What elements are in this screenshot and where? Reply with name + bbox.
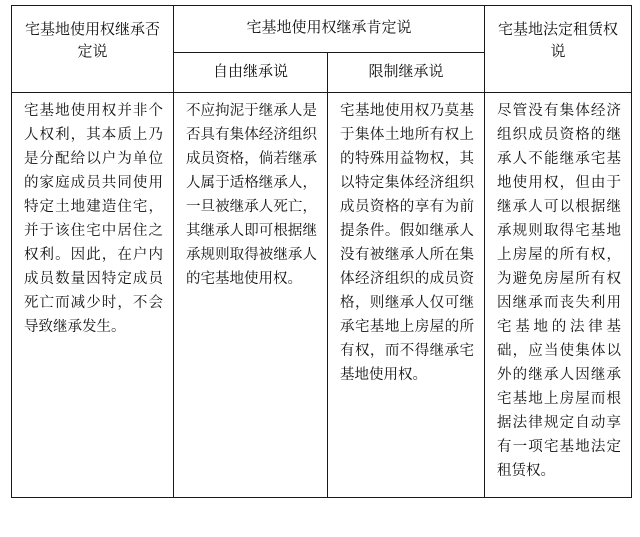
body-limited-inheritance: 宅基地使用权乃莫基于集体土地所有权上的特殊用益物权，其以特定集体经济组织成员资格的享有为前提条件。假如继承人没有被继承人所在集体经济组织的成员资格，则继承人仅可继承宅基地上房屋的所有权，而不得继承宅基地使用权。: [328, 93, 485, 498]
body-free-inheritance: 不应拘泥于继承人是否具有集体经济组织成员资格，倘若继承人属于适格继承人，一旦被继承人死亡，其继承人即可根据继承规则取得被继承人的宅基地使用权。: [174, 93, 328, 498]
header-affirm-theory: 宅基地使用权继承肯定说: [174, 6, 485, 53]
body-lease-theory: 尽管没有集体经济组织成员资格的继承人不能继承宅基地使用权，但由于继承人可以根据继承规则取得宅基地上房屋的所有权，为避免房屋所有权因继承而丧失利用宅基地的法律基础，应当使集体以外的继承人因继承宅基地上房屋而根据法律规定自动享有一项宅基地法定租赁权。: [485, 93, 632, 498]
header-lease-theory: 宅基地法定租赁权说: [485, 6, 632, 93]
header-negate-theory: 宅基地使用权继承否定说: [12, 6, 174, 93]
header-limited-inheritance: 限制继承说: [328, 53, 485, 93]
body-negate-theory: 宅基地使用权并非个人权利，其本质上乃是分配给以户为单位的家庭成员共同使用特定土地建造住宅，并于该住宅中居住之权利。因此，在户内成员数量因特定成员死亡而减少时，不会导致继承发生。: [12, 93, 174, 498]
header-free-inheritance: 自由继承说: [174, 53, 328, 93]
header-row-top: [12, 6, 632, 53]
body-row: [12, 93, 632, 498]
inheritance-theories-table: [11, 5, 632, 498]
